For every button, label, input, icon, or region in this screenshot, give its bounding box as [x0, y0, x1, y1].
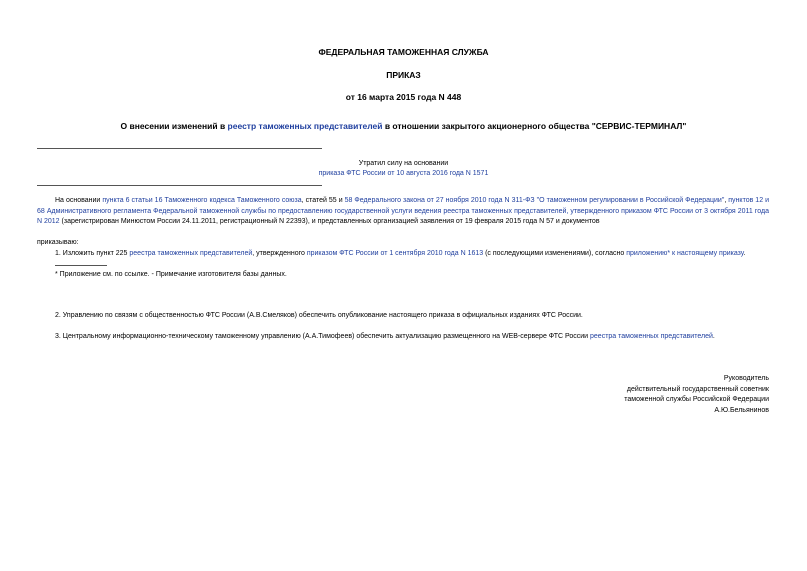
preamble-text-1: На основании	[55, 197, 103, 204]
item1-text-3: (с последующими изменениями), согласно	[483, 250, 627, 257]
title-registry-link[interactable]: реестр таможенных представителей	[227, 121, 383, 131]
signature-name: А.Ю.Бельянинов	[714, 406, 769, 414]
federal-law-link[interactable]: 58 Федерального закона от 27 ноября 2010 года N 311-ФЗ "О таможенном регулировании в Российской Федерации"	[344, 197, 725, 204]
item1-text-2: , утвержденного	[252, 250, 307, 257]
title-prefix: О внесении изменений в	[120, 121, 228, 131]
item1-order-1613-link[interactable]: приказом ФТС России от 1 сентября 2010 года N 1613	[306, 250, 484, 257]
preamble-text-3: ,	[724, 197, 729, 204]
separator-top	[37, 148, 322, 149]
footnote-separator	[55, 265, 107, 266]
admin-regulation-link[interactable]: пунктов 12 и 68 Административного регламента Федеральной таможенной службы по предоставлению государственной услуги ведения реестра таможенных представителей, утвержденного приказом ФТС России от 3 октября 2011 года N 2012	[37, 197, 770, 225]
signature-rank: действительный государственный советник	[626, 385, 769, 393]
order-item-1	[55, 249, 769, 260]
status-note-link[interactable]: приказа ФТС России от 10 августа 2016 года N 1571	[318, 170, 489, 177]
item1-appendix-link[interactable]: приложению* к настоящему приказу	[626, 250, 744, 257]
item3-text-2: .	[712, 333, 715, 340]
signature-position: Руководитель	[723, 375, 769, 382]
document-date-number: от 16 марта 2015 года N 448	[345, 92, 462, 102]
signature-service: таможенной службы Российской Федерации	[624, 396, 769, 403]
order-item-2: 2. Управлению по связям с общественностью ФТС России (А.В.Смеляков) обеспечить опубликование настоящего приказа в официальных изданиях ФТС России.	[55, 312, 583, 319]
document-type: ПРИКАЗ	[386, 70, 421, 80]
footnote: * Приложение см. по ссылке. - Примечание изготовителя базы данных.	[55, 271, 287, 278]
preamble-text-2: , статей 55 и	[301, 197, 345, 204]
signature-block	[624, 374, 769, 416]
preamble-paragraph	[37, 196, 769, 228]
title-suffix: в отношении закрытого акционерного общества "СЕРВИС-ТЕРМИНАЛ"	[382, 121, 687, 131]
status-note-text: Утратил силу на основании	[358, 160, 449, 167]
item3-registry-link[interactable]: реестра таможенных представителей	[590, 333, 713, 340]
agency-heading: ФЕДЕРАЛЬНАЯ ТАМОЖЕННАЯ СЛУЖБА	[318, 47, 489, 57]
item1-text-4: .	[743, 250, 746, 257]
preamble-text-4: (зарегистрирован Минюстом России 24.11.2011, регистрационный N 22393), и представленных организацией заявления от 19 февраля 2015 года N 57 и документов	[59, 218, 600, 225]
item3-text-1: 3. Центральному информационно-техническому таможенному управлению (А.А.Тимофеев) обеспечить актуализацию размещенного на WEB-сервере ФТС России	[55, 333, 591, 340]
orders-label: приказываю:	[37, 239, 79, 246]
item1-registry-link[interactable]: реестра таможенных представителей	[129, 250, 253, 257]
item1-text-1: 1. Изложить пункт 225	[55, 250, 130, 257]
document-title	[0, 121, 807, 131]
order-item-3	[55, 332, 715, 343]
separator-bottom	[37, 185, 322, 186]
customs-code-link[interactable]: пункта 6 статьи 16 Таможенного кодекса Таможенного союза	[102, 197, 302, 204]
